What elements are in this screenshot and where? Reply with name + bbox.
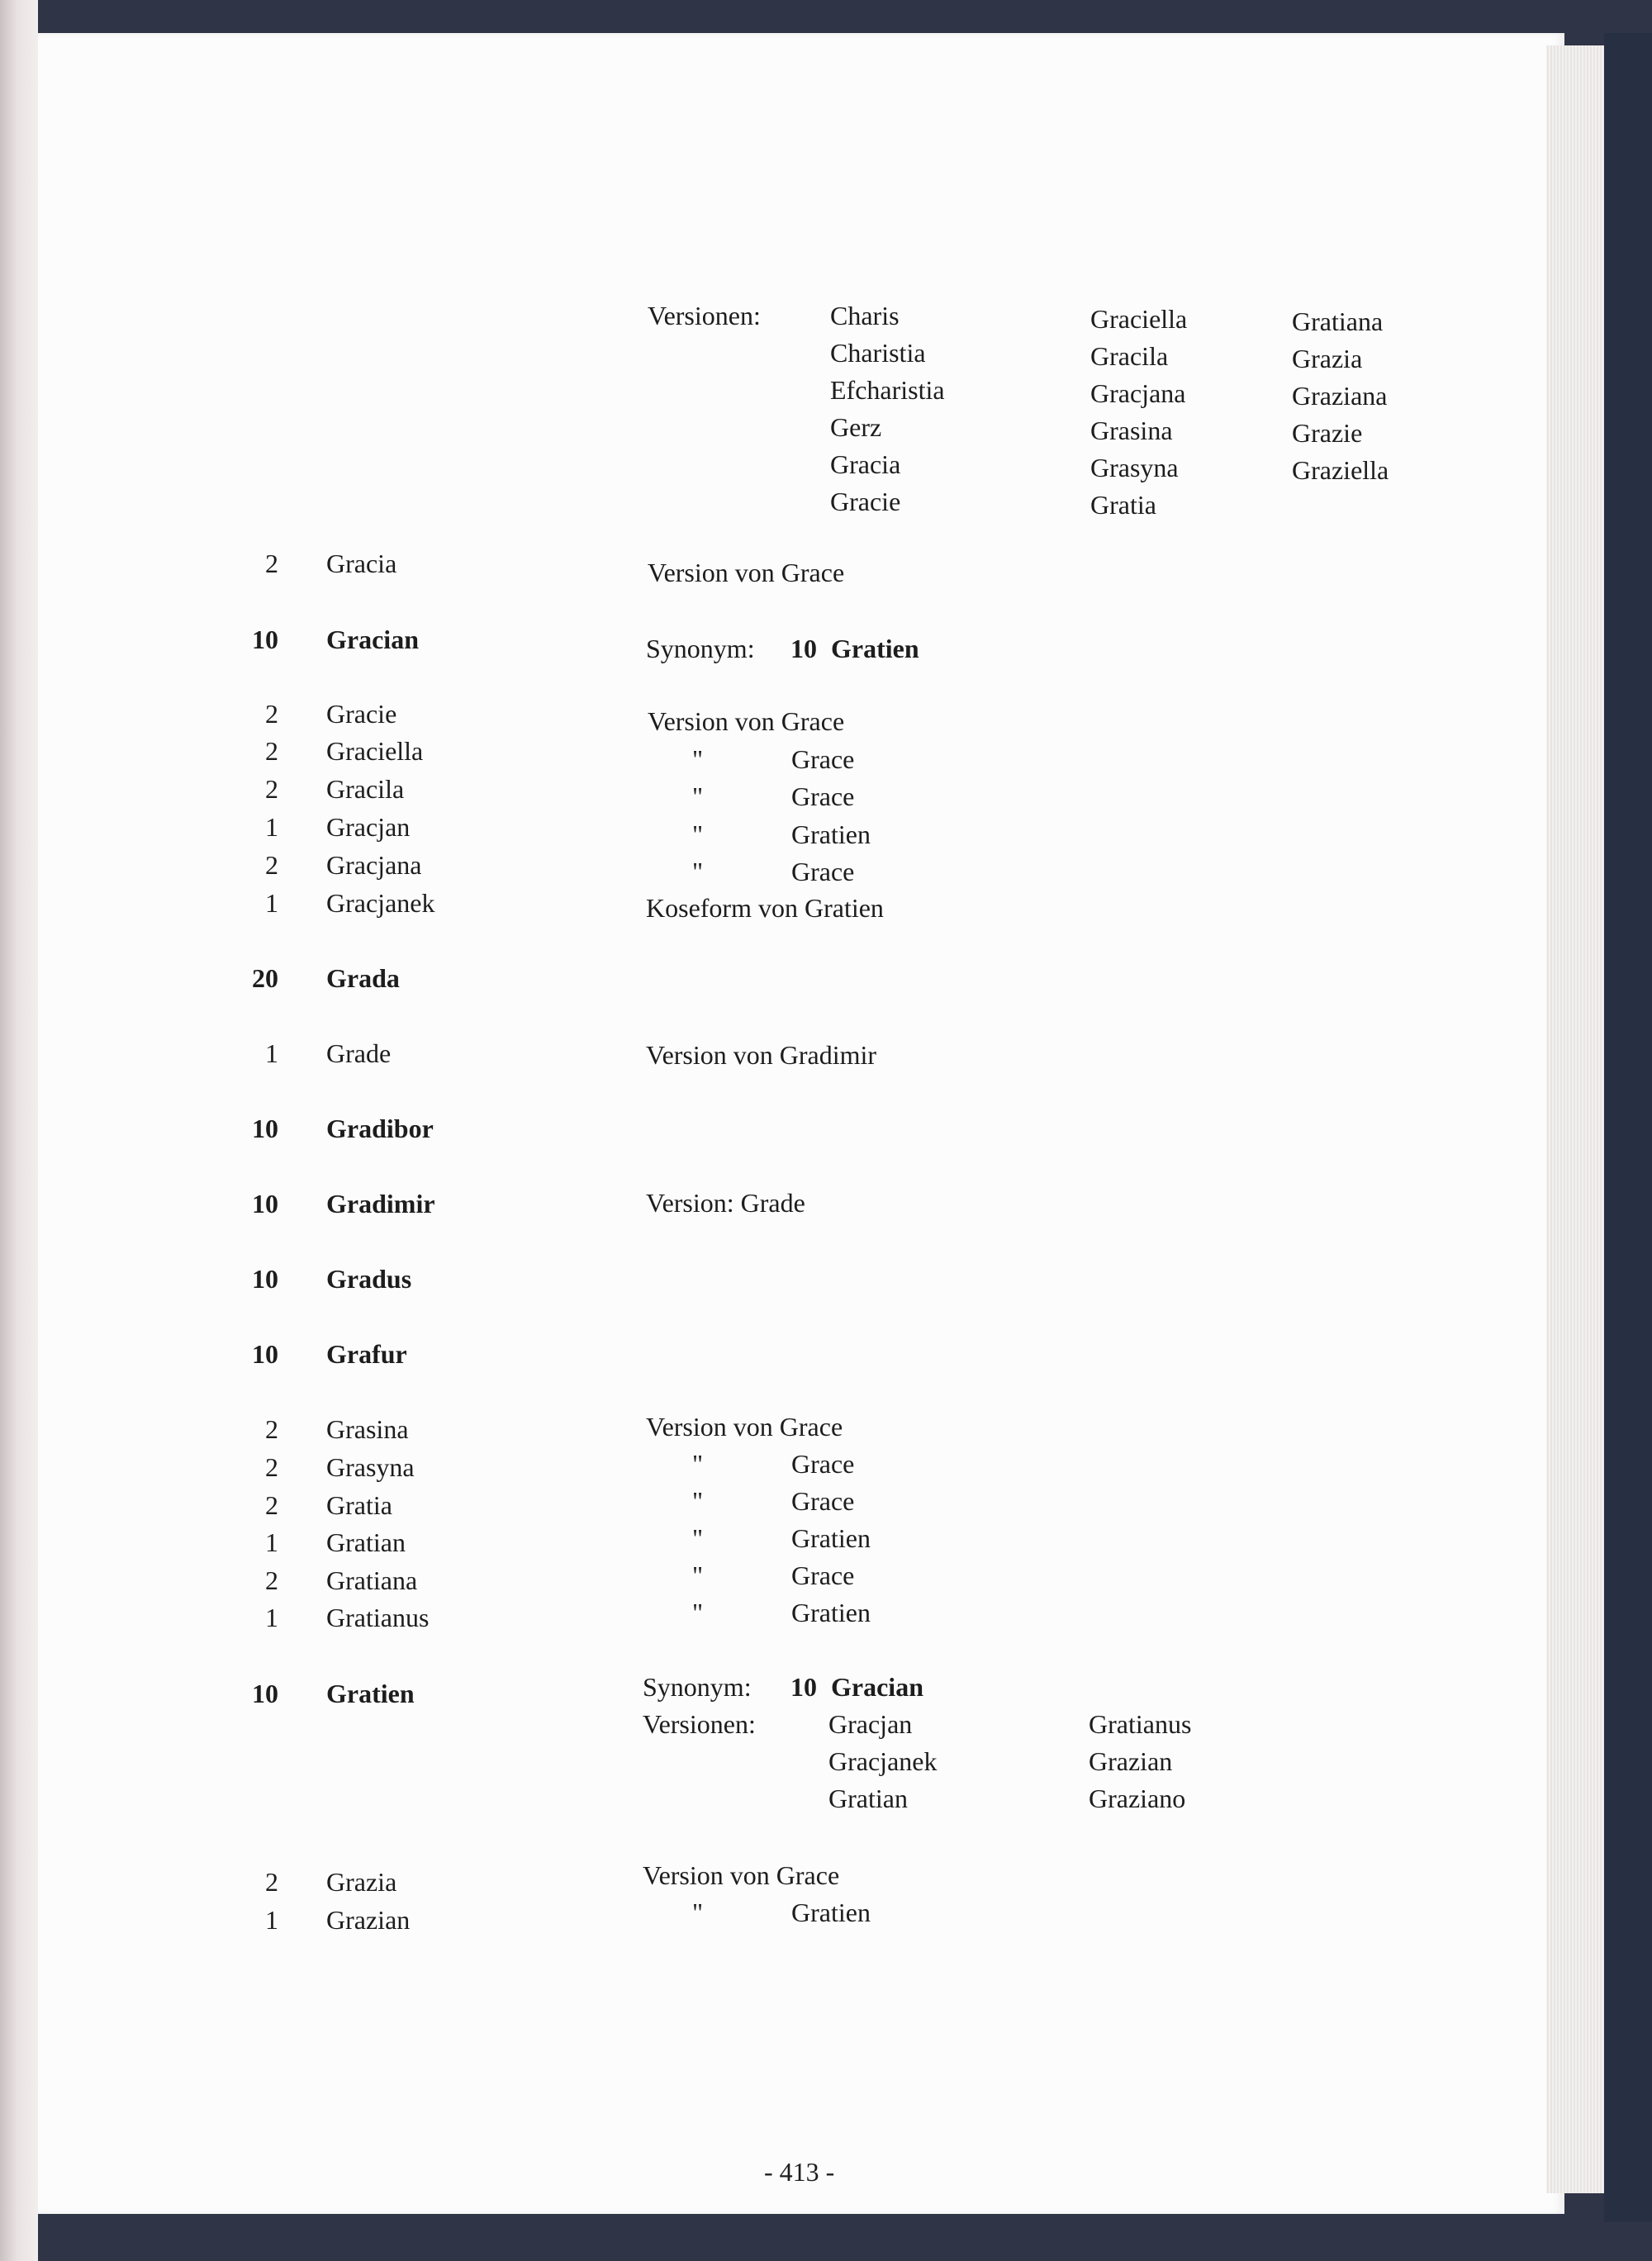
entry-count: 2 <box>265 1867 278 1897</box>
ditto-mark: " <box>692 744 704 774</box>
entry-description: Gratien <box>791 819 871 849</box>
entry-count: 10 <box>252 1339 278 1369</box>
page-number: - 413 - <box>764 2157 835 2187</box>
entry-count: 2 <box>265 1414 278 1444</box>
version-item: Gratian <box>828 1784 908 1813</box>
entry-count: 10 <box>252 1114 278 1143</box>
version-item: Graciella <box>1090 304 1188 334</box>
page-edges <box>1546 45 1604 2193</box>
entry-name: Gracjana <box>326 850 422 880</box>
ditto-mark: " <box>692 1898 704 1927</box>
entry-description: Grace <box>791 1449 855 1479</box>
entry-description: Version von Grace <box>648 558 845 587</box>
ditto-mark: " <box>692 1598 704 1627</box>
entry-count: 2 <box>265 850 278 880</box>
entry-synonym-count: 10 <box>790 1672 817 1702</box>
version-item: Gratia <box>1090 490 1156 520</box>
entry-count: 20 <box>252 963 278 993</box>
version-item: Gerz <box>830 412 882 442</box>
entry-description: Grace <box>791 744 855 774</box>
entry-name: Gratia <box>326 1490 392 1520</box>
entry-name: Grasyna <box>326 1452 415 1482</box>
entry-synonym-name: Gratien <box>831 634 919 663</box>
entry-description: Version von Grace <box>643 1860 840 1890</box>
entry-name: Graciella <box>326 736 424 766</box>
entry-description: Version von Gradimir <box>646 1040 877 1070</box>
ditto-mark: " <box>692 1523 704 1553</box>
book-spine-edge <box>0 0 38 2261</box>
version-item: Gracila <box>1090 341 1169 371</box>
entry-name: Gratiana <box>326 1565 418 1595</box>
entry-count: 10 <box>252 1679 278 1708</box>
entry-name: Grazia <box>326 1867 397 1897</box>
entry-synonym-label: Synonym: <box>646 634 755 663</box>
entry-description: Grace <box>791 781 855 811</box>
version-item: Gracie <box>830 487 901 516</box>
version-item: Graziana <box>1292 381 1388 411</box>
version-item: Grazia <box>1292 344 1363 373</box>
entry-count: 1 <box>265 888 278 918</box>
entry-count: 1 <box>265 812 278 842</box>
ditto-mark: " <box>692 1560 704 1590</box>
entry-name: Gracian <box>326 625 419 654</box>
ditto-mark: " <box>692 781 704 811</box>
version-item: Gracjanek <box>828 1746 938 1776</box>
entry-synonym-name: Gracian <box>831 1672 923 1702</box>
entry-name: Gracie <box>326 699 397 729</box>
entry-count: 2 <box>265 549 278 578</box>
entry-count: 2 <box>265 1490 278 1520</box>
entry-name: Gracia <box>326 549 397 578</box>
entry-name: Grafur <box>326 1339 407 1369</box>
entry-count: 2 <box>265 699 278 729</box>
entry-name: Grade <box>326 1038 392 1068</box>
entry-name: Gratien <box>326 1679 415 1708</box>
version-item: Efcharistia <box>830 375 945 405</box>
entry-synonym-label: Synonym: <box>643 1672 752 1702</box>
version-item: Gracia <box>830 449 901 479</box>
entry-name: Gratianus <box>326 1603 430 1632</box>
version-item: Grazian <box>1089 1746 1173 1776</box>
entry-count: 1 <box>265 1905 278 1935</box>
entry-name: Grasina <box>326 1414 409 1444</box>
ditto-mark: " <box>692 857 704 886</box>
entry-count: 2 <box>265 774 278 804</box>
version-item: Charistia <box>830 338 926 368</box>
entry-description: Gratien <box>791 1598 871 1627</box>
entry-description: Grace <box>791 1560 855 1590</box>
version-item: Graziano <box>1089 1784 1186 1813</box>
version-item: Graziella <box>1292 455 1389 485</box>
version-item: Gracjana <box>1090 378 1186 408</box>
entry-name: Gradibor <box>326 1114 434 1143</box>
entry-description: Gratien <box>791 1898 871 1927</box>
entry-description: Grace <box>791 1486 855 1516</box>
entry-description: Gratien <box>791 1523 871 1553</box>
version-item: Gratianus <box>1089 1709 1192 1739</box>
entry-name: Gradimir <box>326 1189 435 1218</box>
entry-count: 2 <box>265 1452 278 1482</box>
entry-synonym-count: 10 <box>790 634 817 663</box>
ditto-mark: " <box>692 819 704 849</box>
version-item: Grasina <box>1090 416 1173 445</box>
entry-description: Version von Grace <box>648 706 845 736</box>
entry-count: 1 <box>265 1603 278 1632</box>
entry-description: Grace <box>791 857 855 886</box>
entry-count: 10 <box>252 625 278 654</box>
entry-name: Gradus <box>326 1264 412 1294</box>
entry-count: 2 <box>265 736 278 766</box>
entry-count: 10 <box>252 1264 278 1294</box>
ditto-mark: " <box>692 1449 704 1479</box>
entry-name: Gratian <box>326 1527 406 1557</box>
version-item: Charis <box>830 301 900 330</box>
entry-count: 2 <box>265 1565 278 1595</box>
version-item: Gratiana <box>1292 306 1384 336</box>
version-item: Grasyna <box>1090 453 1179 482</box>
entry-name: Gracjanek <box>326 888 435 918</box>
entry-count: 10 <box>252 1189 278 1218</box>
entry-count: 1 <box>265 1527 278 1557</box>
entry-description: Version von Grace <box>646 1412 843 1442</box>
entry-description: Version: Grade <box>646 1188 805 1218</box>
entry-name: Gracila <box>326 774 405 804</box>
book-cover-edge <box>1604 33 1652 2222</box>
entry-name: Grada <box>326 963 400 993</box>
ditto-mark: " <box>692 1486 704 1516</box>
version-item: Grazie <box>1292 418 1363 448</box>
versionen-label: Versionen: <box>648 301 761 330</box>
entry-count: 1 <box>265 1038 278 1068</box>
entry-name: Gracjan <box>326 812 411 842</box>
gratien-versions-label: Versionen: <box>643 1709 756 1739</box>
entry-description: Koseform von Gratien <box>646 893 884 923</box>
entry-name: Grazian <box>326 1905 411 1935</box>
version-item: Gracjan <box>828 1709 913 1739</box>
